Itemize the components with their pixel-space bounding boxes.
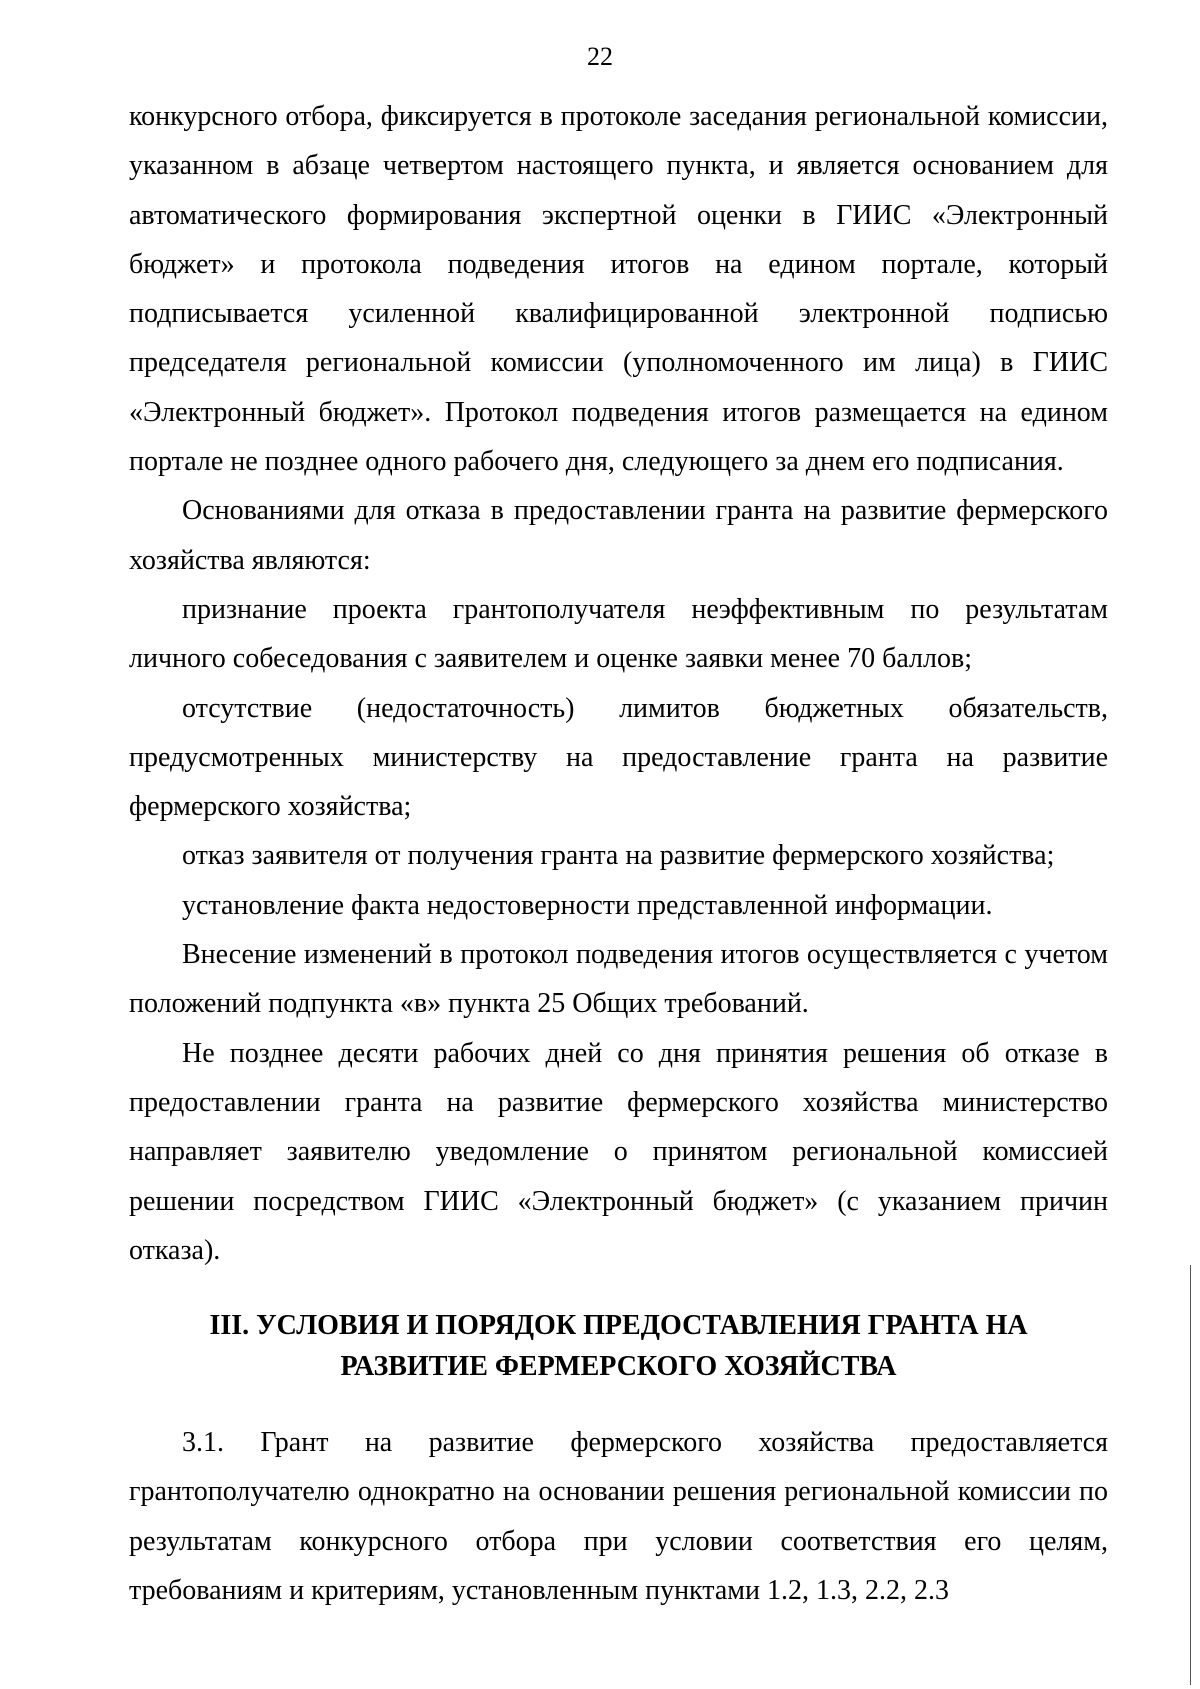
paragraph-refusal-grounds-intro: Основаниями для отказа в предоставлении гранта на развитие фермерского хозяйства являются:: [129, 495, 1108, 576]
paragraph-refusal-notification: Не позднее десяти рабочих дней со дня принятия решения об отказе в предоставлении гранта на развитие фермерского хозяйства министерство направляет заявителю уведомление о принятом региональной комиссией решении посредством ГИИС «Электронный бюджет» (с указанием причин отказа).: [129, 1037, 1108, 1266]
paragraph-ground-insufficient-limits: отсутствие (недостаточность) лимитов бюджетных обязательств, предусмотренных министерству на предоставление гранта на развитие фермерского хозяйства;: [129, 692, 1108, 823]
document-body: [129, 92, 1108, 1615]
paragraph-ground-applicant-refusal: отказ заявителя от получения гранта на развитие фермерского хозяйства;: [182, 840, 1055, 872]
paragraph-ground-false-information: установление факта недостоверности представленной информации.: [182, 889, 993, 921]
section-heading: [129, 1305, 1108, 1387]
paragraph-protocol-changes: Внесение изменений в протокол подведения итогов осуществляется с учетом положений подпункта «в» пункта 25 Общих требований.: [129, 939, 1108, 1020]
paragraph-ground-ineffective-project: признание проекта грантополучателя неэффективным по результатам личного собеседования с заявителем и оценке заявки менее 70 баллов;: [129, 593, 1108, 675]
scan-margin-line: [1190, 1265, 1191, 1685]
section-heading-line-1: III. УСЛОВИЯ И ПОРЯДОК ПРЕДОСТАВЛЕНИЯ ГРАНТА НА: [209, 1310, 1028, 1342]
page-number: 22: [587, 42, 613, 71]
paragraph-clause-3-1: 3.1. Грант на развитие фермерского хозяйства предоставляется грантополучателю однократно на основании решения региональной комиссии по результатам конкурсного отбора при условии соответствия его целям, требованиям и критериям, установленным пунктами 1.2, 1.3, 2.2, 2.3: [129, 1427, 1108, 1607]
section-heading-line-2: РАЗВИТИЕ ФЕРМЕРСКОГО ХОЗЯЙСТВА: [340, 1351, 897, 1383]
paragraph-continuation: конкурсного отбора, фиксируется в протоколе заседания региональной комиссии, указанном в абзаце четвертом настоящего пункта, и является основанием для автоматического формирования экспертной оценки в ГИИС «Электронный бюджет» и протокола подведения итогов на едином портале, который подписывается усиленной квалифицированной электронной подписью председателя региональной комиссии (уполномоченного им лица) в ГИИС «Электронный бюджет». Протокол подведения итогов размещается на едином портале не позднее одного рабочего дня, следующего за днем его подписания.: [129, 101, 1108, 478]
